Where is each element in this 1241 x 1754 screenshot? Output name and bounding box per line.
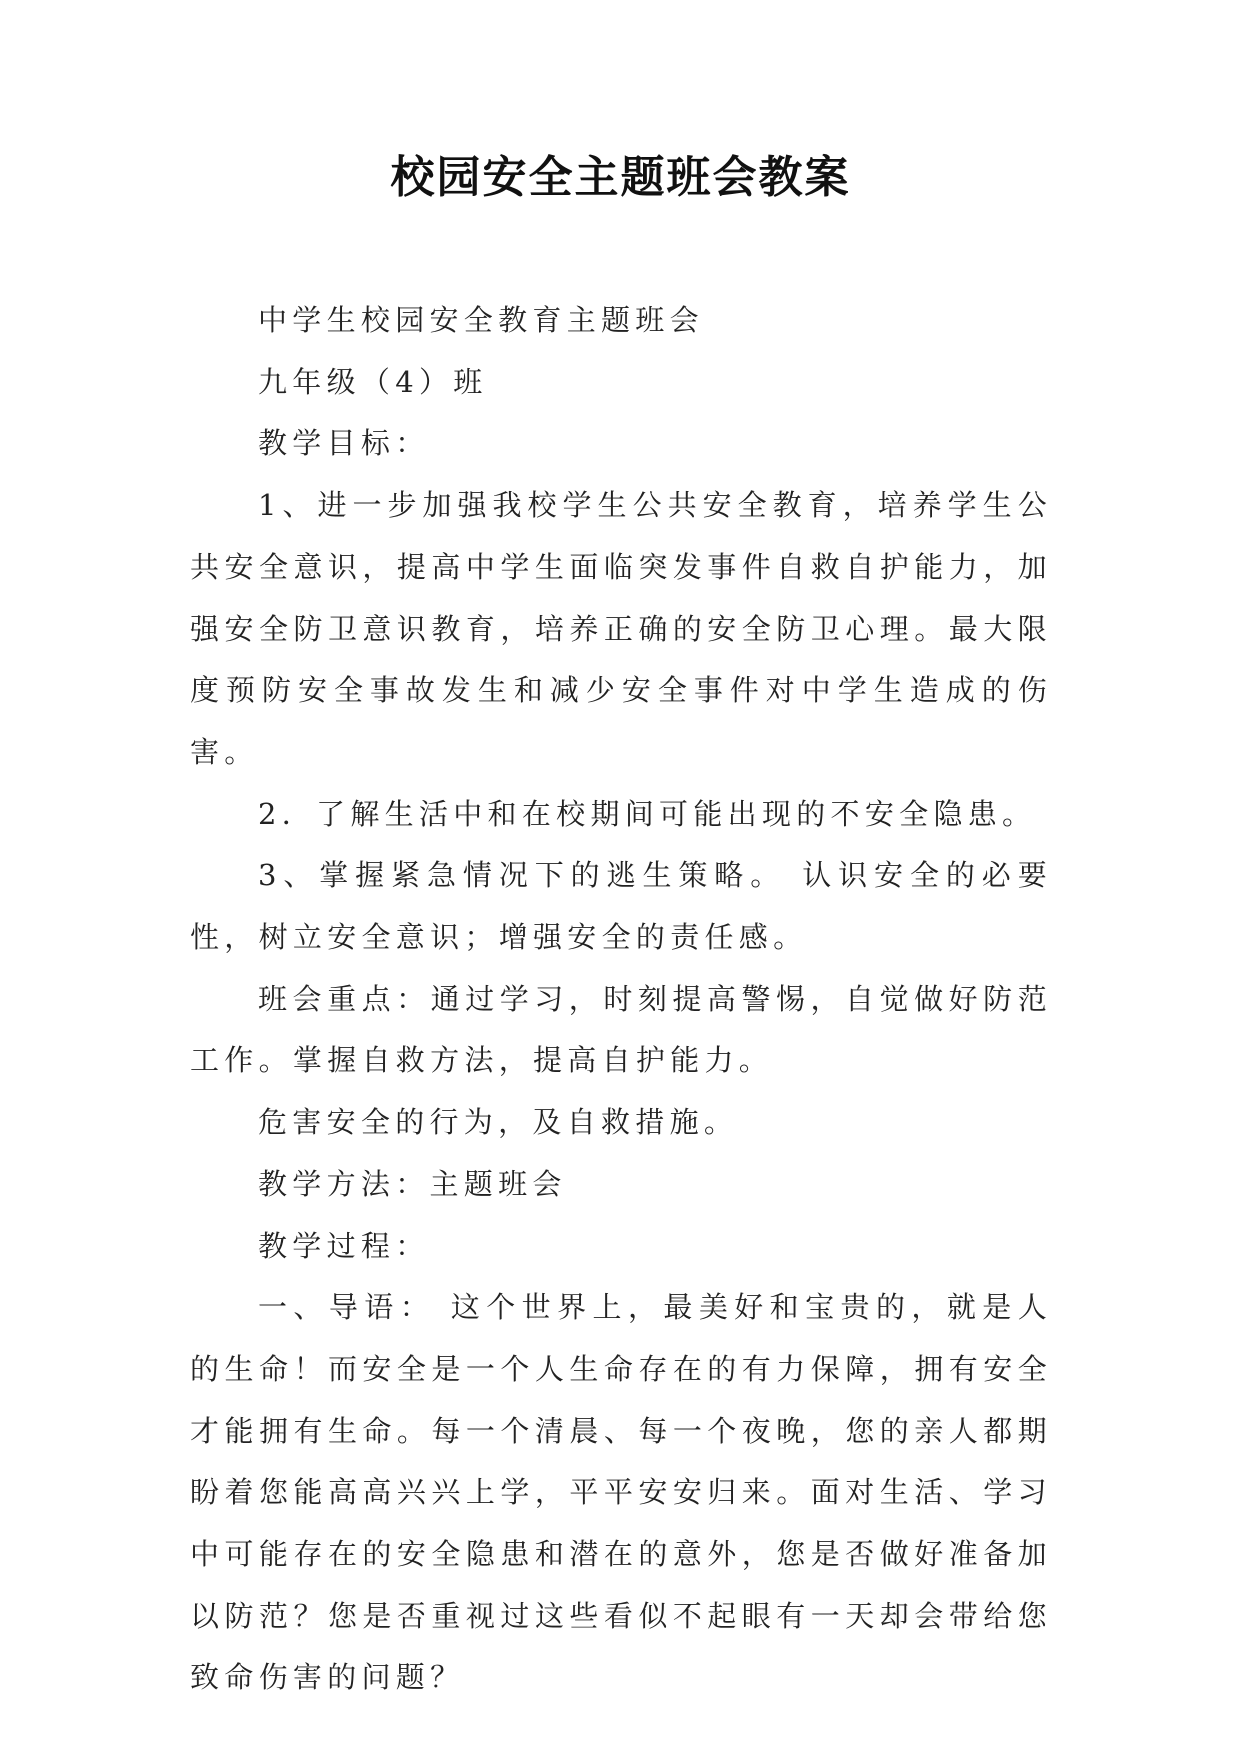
introduction-paragraph: 一、导语： 这个世界上，最美好和宝贵的，就是人的生命！而安全是一个人生命存在的有力保障，拥有安全才能拥有生命。每一个清晨、每一个夜晚，您的亲人都期盼着您能高高兴兴上学，平平安安归来。面对生活、学习中可能存在的安全隐患和潜在的意外，您是否做好准备加以防范？您是否重视过这些看似不起眼有一天却会带给您致命伤害的问题？ — [190, 1290, 1052, 1695]
difficulty-paragraph: 危害安全的行为，及自救措施。 — [258, 1105, 739, 1140]
method-paragraph: 教学方法：主题班会 — [258, 1166, 567, 1201]
objective-3-paragraph: 3、掌握紧急情况下的逃生策略。 认识安全的必要性，树立安全意识；增强安全的责任感。 — [190, 858, 1052, 955]
class-paragraph: 九年级（4）班 — [258, 364, 488, 399]
objective-1-paragraph: 1、进一步加强我校学生公共安全教育，培养学生公共安全意识，提高中学生面临突发事件自救自护能力，加强安全防卫意识教育，培养正确的安全防卫心理。最大限度预防安全事故发生和减少安全事件对中学生造成的伤害。 — [190, 488, 1052, 769]
key-points-paragraph: 班会重点：通过学习，时刻提高警惕，自觉做好防范工作。掌握自救方法，提高自护能力。 — [190, 981, 1052, 1078]
document-body — [190, 290, 1052, 1709]
document-title: 校园安全主题班会教案 — [390, 152, 851, 203]
subtitle-paragraph: 中学生校园安全教育主题班会 — [258, 303, 704, 337]
objectives-heading: 教学目标： — [258, 426, 430, 461]
objective-2-paragraph: 2．了解生活中和在校期间可能出现的不安全隐患。 — [258, 796, 1037, 831]
process-heading: 教学过程： — [258, 1228, 430, 1263]
